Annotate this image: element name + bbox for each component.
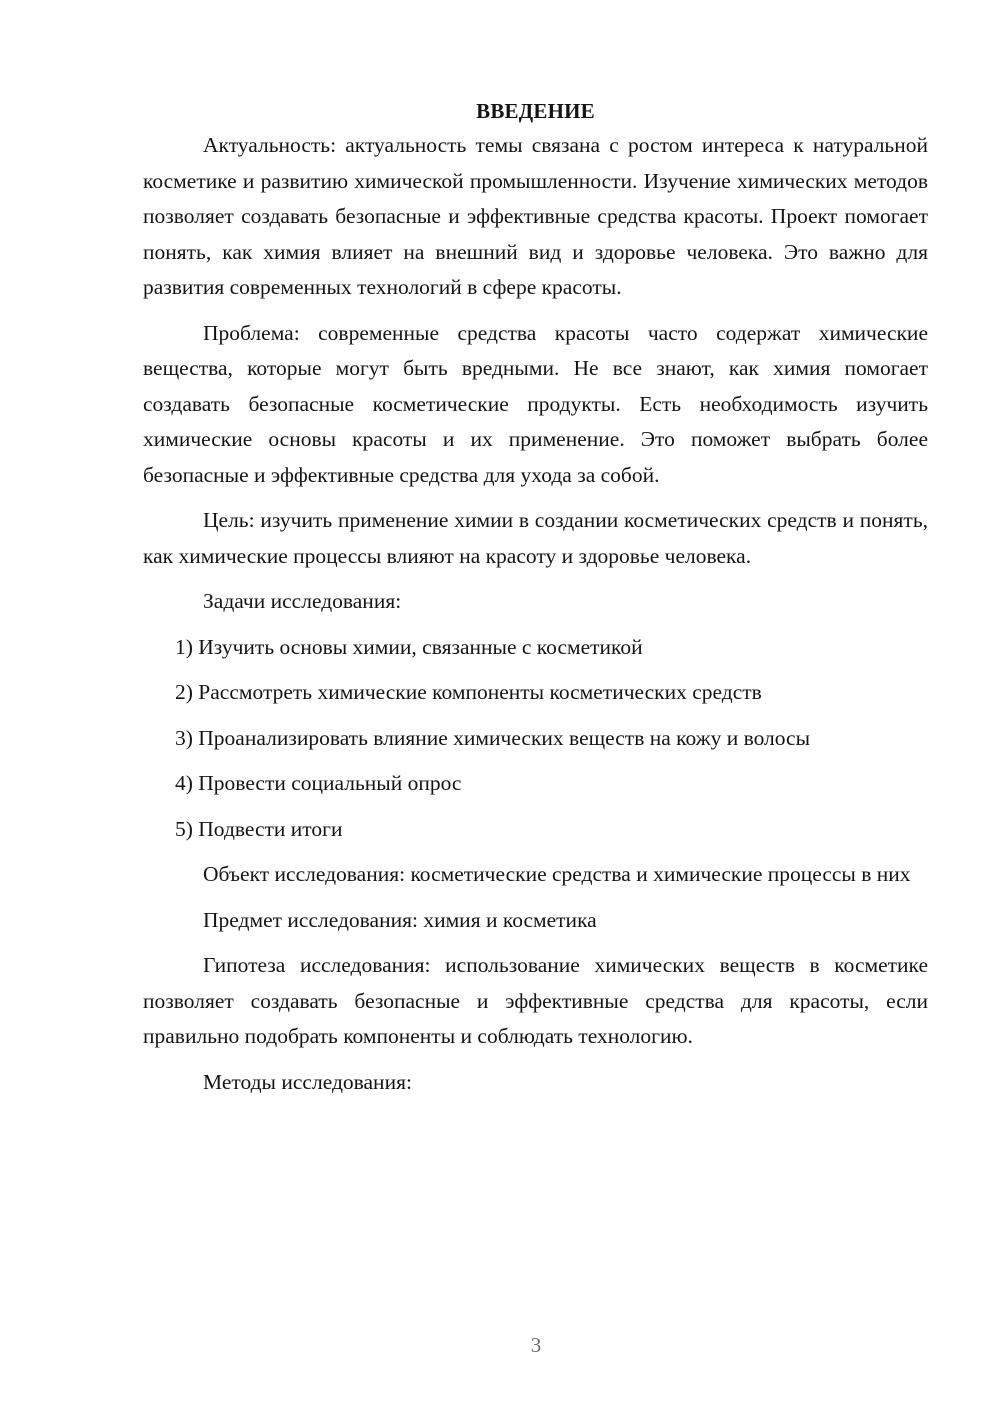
task-item-3: 3) Проанализировать влияние химических веществ на кожу и волосы [175, 725, 811, 750]
paragraph-subject: Предмет исследования: химия и косметика [203, 907, 597, 932]
task-item-1: 1) Изучить основы химии, связанные с косметикой [175, 634, 643, 659]
paragraph-object: Объект исследования: косметические средства и химические процессы в них [203, 862, 911, 886]
methods-title: Методы исследования: [203, 1069, 412, 1094]
paragraph-relevance: Актуальность: актуальность темы связана с ростом интереса к натуральной косметике и развитию химической промышленности. Изучение химических методов позволяет создавать безопасные и эффективные средства красоты. Проект помогает понять, как химия влияет на внешний вид и здоровье человека. Это важно для развития современных технологий в сфере красоты. [143, 133, 928, 299]
paragraph-goal: Цель: изучить применение химии в создании косметических средств и понять, как химические процессы влияют на красоту и здоровье человека. [143, 508, 928, 568]
tasks-title: Задачи исследования: [203, 589, 402, 613]
section-heading: ВВЕДЕНИЕ [476, 99, 595, 123]
task-item-4: 4) Провести социальный опрос [175, 771, 462, 795]
page-number: 3 [530, 1333, 542, 1357]
document-page [143, 96, 928, 1110]
paragraph-hypothesis: Гипотеза исследования: использование химических веществ в косметике позволяет создавать безопасные и эффективные средства для красоты, если правильно подобрать компоненты и соблюдать технологию. [143, 953, 928, 1048]
task-item-5: 5) Подвести итоги [175, 816, 343, 841]
task-item-2: 2) Рассмотреть химические компоненты косметических средств [175, 680, 762, 704]
paragraph-problem: Проблема: современные средства красоты часто содержат химические вещества, которые могут быть вредными. Не все знают, как химия помогает создавать безопасные косметические продукты. Есть необходимость изучить химические основы красоты и их применение. Это поможет выбрать более безопасные и эффективные средства для ухода за собой. [143, 320, 928, 487]
